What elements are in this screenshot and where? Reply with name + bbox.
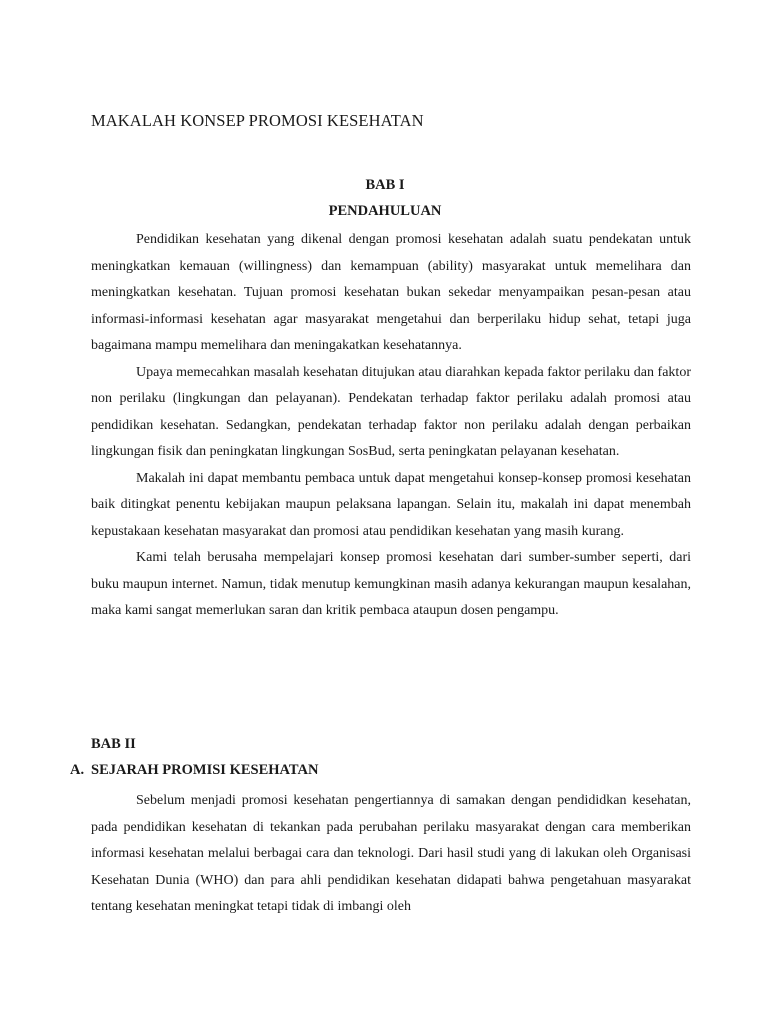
intro-paragraph-3: Makalah ini dapat membantu pembaca untuk dapat mengetahui konsep-konsep promosi kesehatan baik ditingkat penentu kebijakan maupun pelaksana lapangan. Selain itu, makalah ini dapat menembah kepustakaan kesehatan masyarakat dan promosi atau pendidikan kesehatan yang masih kurang. (91, 470, 691, 539)
intro-paragraph-1: Pendidikan kesehatan yang dikenal dengan promosi kesehatan adalah suatu pendekatan untuk meningkatkan kemauan (willingness) dan kemampuan (ability) masyarakat untuk memelihara dan meningkatkan kesehatan. Tujuan promosi kesehatan bukan sekedar menyampaikan pesan-pesan atau informasi-informasi kesehatan agar masyarakat mengetahui dan berperilaku hidup sehat, tetapi juga bagaimana mampu memelihara dan meningakatkan kesehatannya. (91, 232, 691, 353)
section-a-letter: A. (70, 762, 85, 778)
section-a-body (91, 788, 691, 921)
chapter-1-body (91, 227, 691, 625)
chapter-2-label: BAB II (91, 736, 136, 752)
sejarah-paragraph-1: Sebelum menjadi promosi kesehatan pengertiannya di samakan dengan pendididkan kesehatan, pada pendidikan kesehatan di tekankan pada perubahan perilaku masyarakat dengan cara memberikan informasi kesehatan melalui berbagai cara dan teknologi. Dari hasil studi yang di lakukan oleh Organisasi Kesehatan Dunia (WHO) dan para ahli pendidikan kesehatan didapati bahwa pengetahuan masyarakat tentang kesehatan meningkat tetapi tidak di imbangi oleh (91, 793, 691, 914)
chapter-1-heading: PENDAHULUAN (328, 203, 442, 219)
section-a-title: SEJARAH PROMISI KESEHATAN (91, 762, 319, 778)
document-title: MAKALAH KONSEP PROMOSI KESEHATAN (91, 111, 424, 130)
intro-paragraph-4: Kami telah berusaha mempelajari konsep promosi kesehatan dari sumber-sumber seperti, dari buku maupun internet. Namun, tidak menutup kemungkinan masih adanya kekurangan maupun kesalahan, maka kami sangat memerlukan saran dan kritik pembaca ataupun dosen pengampu. (91, 550, 691, 618)
intro-paragraph-2: Upaya memecahkan masalah kesehatan ditujukan atau diarahkan kepada faktor perilaku dan faktor non perilaku (lingkungan dan pelayanan). Pendekatan terhadap faktor perilaku adalah promosi atau pendidikan kesehatan. Sedangkan, pendekatan terhadap faktor non perilaku adalah dengan perbaikan lingkungan fisik dan peningkatan lingkungan SosBud, serta peningkatan pelayanan kesehatan. (91, 364, 691, 459)
chapter-1-label: BAB I (365, 177, 405, 193)
section-a-heading (70, 762, 318, 779)
